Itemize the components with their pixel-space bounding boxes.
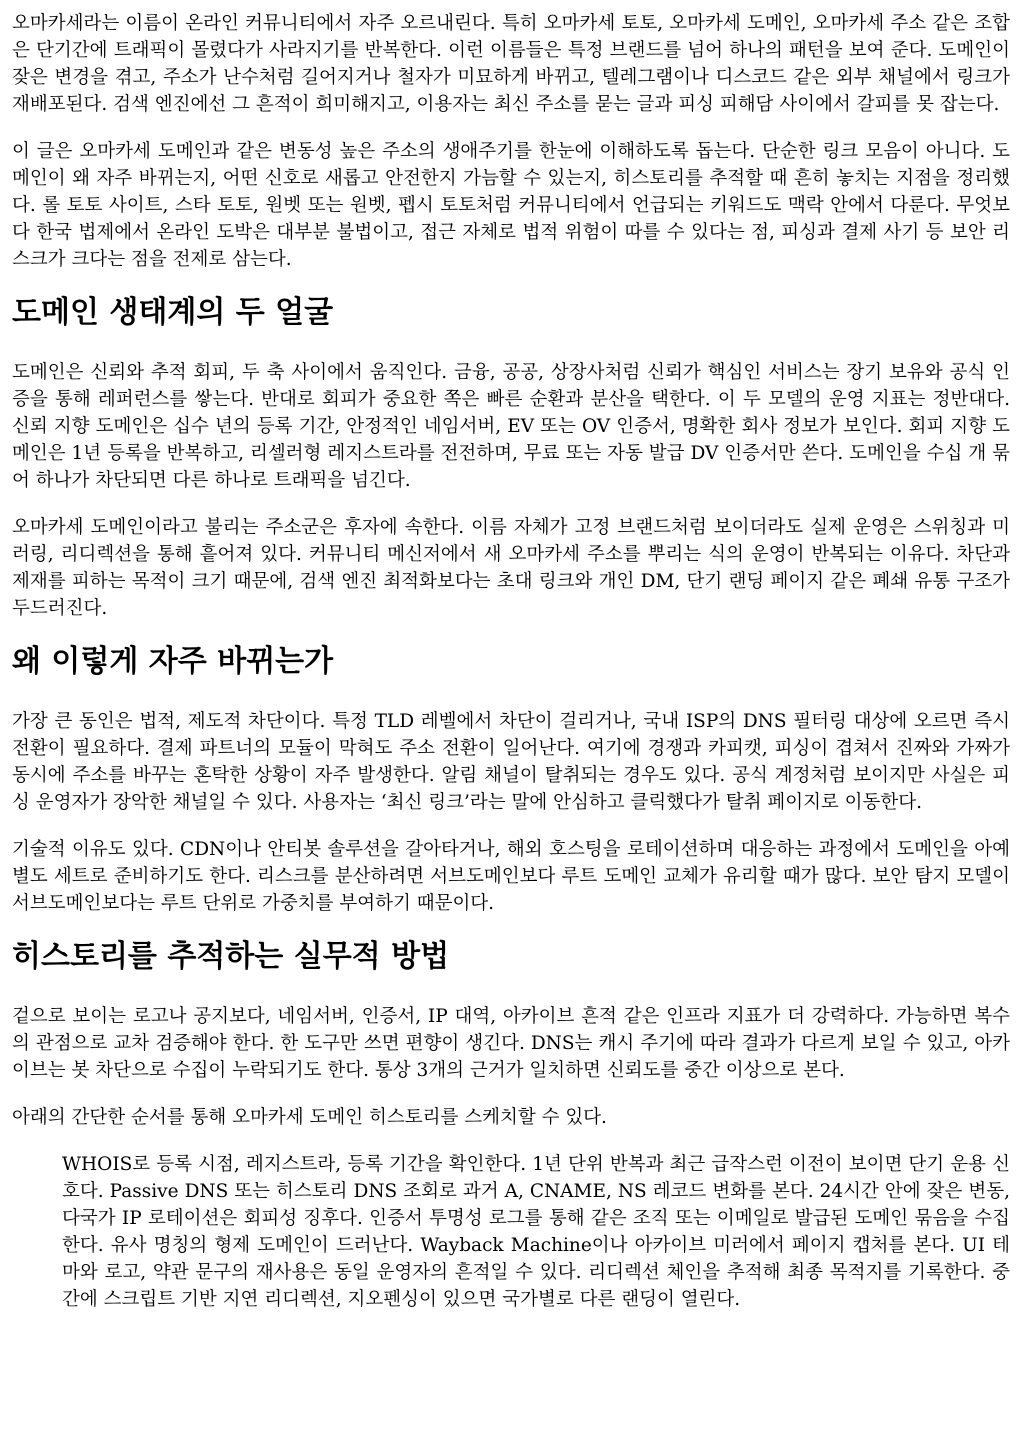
intro-paragraph: 이 글은 오마카세 도메인과 같은 변동성 높은 주소의 생애주기를 한눈에 이해하도록 돕는다. 단순한 링크 모음이 아니다. 도메인이 왜 자주 바뀌는지, 어떤 신호로 새롭고 안전한지 가늠할 수 있는지, 히스토리를 추적할 때 흔히 놓치는 지점을 정리했다. 롤 토토 사이트, 스타 토토, 원벳 또는 원벳, 펩시 토토처럼 커뮤니티에서 언급되는 키워드도 맥락 안에서 다룬다. 무엇보다 한국 법제에서 온라인 도박은 대부분 불법이고, 접근 자체로 법적 위험이 따를 수 있다는 점, 피싱과 결제 사기 등 보안 리스크가 크다는 점을 전제로 삼는다.	[12, 141, 1010, 270]
body-paragraph: 겉으로 보이는 로고나 공지보다, 네임서버, 인증서, IP 대역, 아카이브 흔적 같은 인프라 지표가 더 강력하다. 가능하면 복수의 관점으로 교차 검증해야 한다. 한 도구만 쓰면 편향이 생긴다. DNS는 캐시 주기에 따라 결과가 다르게 보일 수 있고, 아카이브는 봇 차단으로 수집이 누락되기도 한다. 통상 3개의 근거가 일치하면 신뢰도를 중간 이상으로 본다.	[12, 1006, 1010, 1081]
section-heading: 도메인 생태계의 두 얼굴	[12, 295, 334, 330]
blockquote	[62, 1151, 1010, 1313]
section-heading: 히스토리를 추적하는 실무적 방법	[12, 939, 450, 974]
body-paragraph: 아래의 간단한 순서를 통해 오마카세 도메인 히스토리를 스케치할 수 있다.	[12, 1107, 607, 1128]
body-paragraph: 가장 큰 동인은 법적, 제도적 차단이다. 특정 TLD 레벨에서 차단이 걸리거나, 국내 ISP의 DNS 필터링 대상에 오르면 즉시 전환이 필요하다. 결제 파트너의 모듈이 막혀도 주소 전환이 일어난다. 여기에 경쟁과 카피캣, 피싱이 겹쳐서 진짜와 가짜가 동시에 주소를 바꾸는 혼탁한 상황이 자주 발생한다. 알림 채널이 탈취되는 경우도 있다. 공식 계정처럼 보이지만 사실은 피싱 운영자가 장악한 채널일 수 있다. 사용자는 ‘최신 링크’라는 말에 안심하고 클릭했다가 탈취 페이지로 이동한다.	[12, 711, 1010, 813]
body-paragraph: 도메인은 신뢰와 추적 회피, 두 축 사이에서 움직인다. 금융, 공공, 상장사처럼 신뢰가 핵심인 서비스는 장기 보유와 공식 인증을 통해 레퍼런스를 쌓는다. 반대로 회피가 중요한 쪽은 빠른 순환과 분산을 택한다. 이 두 모델의 운영 지표는 정반대다. 신뢰 지향 도메인은 십수 년의 등록 기간, 안정적인 네임서버, EV 또는 OV 인증서, 명확한 회사 정보가 보인다. 회피 지향 도메인은 1년 등록을 반복하고, 리셀러형 레지스트라를 전전하며, 무료 또는 자동 발급 DV 인증서만 쓴다. 도메인을 수십 개 묶어 하나가 차단되면 다른 하나로 트래픽을 넘긴다.	[12, 362, 1010, 491]
body-paragraph: 오마카세 도메인이라고 불리는 주소군은 후자에 속한다. 이름 자체가 고정 브랜드처럼 보이더라도 실제 운영은 스위칭과 미러링, 리디렉션을 통해 흩어져 있다. 커뮤니티 메신저에서 새 오마카세 주소를 뿌리는 식의 운영이 반복되는 이유다. 차단과 제재를 피하는 목적이 크기 때문에, 검색 엔진 최적화보다는 초대 링크와 개인 DM, 단기 랜딩 페이지 같은 폐쇄 유통 구조가 두드러진다.	[12, 517, 1010, 619]
quote-paragraph: WHOIS로 등록 시점, 레지스트라, 등록 기간을 확인한다. 1년 단위 반복과 최근 급작스런 이전이 보이면 단기 운용 신호다. Passive DNS 또는 히스토리 DNS 조회로 과거 A, CNAME, NS 레코드 변화를 본다. 24시간 안에 잦은 변동, 다국가 IP 로테이션은 회피성 징후다. 인증서 투명성 로그를 통해 같은 조직 또는 이메일로 발급된 도메인 묶음을 수집한다. 유사 명칭의 형제 도메인이 드러난다. Wayback Machine이나 아카이브 미러에서 페이지 캡처를 본다. UI 테마와 로고, 약관 문구의 재사용은 동일 운영자의 흔적일 수 있다. 리디렉션 체인을 추적해 최종 목적지를 기록한다. 중간에 스크립트 기반 지연 리디렉션, 지오펜싱이 있으면 국가별로 다른 랜딩이 열린다.	[62, 1154, 1010, 1310]
section-heading: 왜 이렇게 자주 바뀌는가	[12, 644, 334, 679]
intro-paragraph: 오마카세라는 이름이 온라인 커뮤니티에서 자주 오르내린다. 특히 오마카세 토토, 오마카세 도메인, 오마카세 주소 같은 조합은 단기간에 트래픽이 몰렸다가 사라지기를 반복한다. 이런 이름들은 특정 브랜드를 넘어 하나의 패턴을 보여 준다. 도메인이 잦은 변경을 겪고, 주소가 난수처럼 길어지거나 철자가 미묘하게 바뀌고, 텔레그램이나 디스코드 같은 외부 채널에서 링크가 재배포된다. 검색 엔진에선 그 흔적이 희미해지고, 이용자는 최신 주소를 묻는 글과 피싱 피해담 사이에서 갈피를 못 잡는다.	[12, 13, 1010, 115]
body-paragraph: 기술적 이유도 있다. CDN이나 안티봇 솔루션을 갈아타거나, 해외 호스팅을 로테이션하며 대응하는 과정에서 도메인을 아예 별도 세트로 준비하기도 한다. 리스크를 분산하려면 서브도메인보다 루트 도메인 교체가 유리할 때가 많다. 보안 탐지 모델이 서브도메인보다는 루트 단위로 가중치를 부여하기 때문이다.	[12, 839, 1010, 914]
